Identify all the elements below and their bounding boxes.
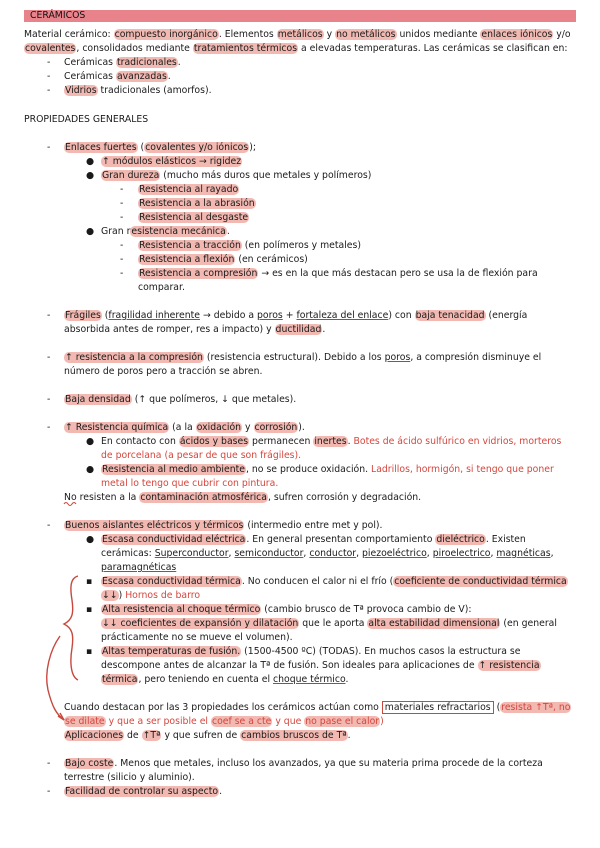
text: Cerámicas [64,71,116,82]
highlight: coef se a cte [211,716,272,727]
highlight: coeficiente de conductividad térmica [394,576,567,587]
dash-bullet: - [47,142,51,153]
mecanica-item [138,268,538,280]
highlight: dieléctrico [436,534,485,545]
highlight: ↓↓ coeficientes de expansión y dilatación [102,618,299,629]
highlight: Altas temperaturas de fusión. [102,646,241,657]
highlight: Escasa conductividad eléctrica [102,534,246,545]
highlight: baja tenacidad [415,310,485,321]
text: (en polímeros y metales) [241,240,361,251]
text: (a la [169,422,196,433]
underline: conductor [309,548,357,559]
text: , [550,548,554,559]
dot-bullet: ● [86,436,95,447]
underline: piezoeléctrico [362,548,427,559]
choque-line [101,604,472,616]
red-note: Botes de ácido sulfúrico en vidrios, morteros [353,436,562,447]
dash-bullet: - [47,71,51,82]
text: (cambio brusco de Tª provoca cambio de V): [261,604,472,615]
dureza-item [138,198,256,210]
text: Gran r [101,226,131,237]
text: resisten a la [76,492,140,503]
text: ( [101,310,109,321]
dash-bullet: - [120,184,124,195]
square-bullet: ▪ [86,646,93,657]
text: , sufren corrosión y degradación. [267,492,422,503]
densidad-line [64,394,296,406]
highlight: Buenos aislantes eléctricos y térmicos [65,520,244,531]
highlight: covalentes y/o iónicos [145,142,249,153]
dot-bullet: ● [86,156,95,167]
text: Material cerámico: [24,29,114,40]
type-item [64,71,171,83]
text: . [347,436,354,447]
highlight: ↑ módulos elásticos → rigidez [102,156,242,167]
text: cerámicas: [101,548,155,559]
fragiles-line-2 [64,324,325,336]
highlight: se dilate [65,716,105,727]
underline: fortaleza del enlace [296,310,389,321]
highlight: ácidos y bases [179,436,249,447]
dureza-item [138,184,239,196]
highlight: tradicionales [116,57,177,68]
red-note: y que [272,716,305,727]
highlight: avanzadas [116,71,167,82]
dash-bullet: - [47,786,51,797]
text: En contacto con [101,436,179,447]
highlight: no metálicos [336,29,396,40]
text: (en cerámicos) [235,254,308,265]
text: + [282,310,297,321]
type-item [64,85,212,97]
aspecto-line [64,786,222,798]
section-title: PROPIEDADES GENERALES [24,114,149,125]
highlight: tratamientos térmicos [193,43,298,54]
aislantes-line [64,520,383,532]
text: permanecen [249,436,314,447]
acidos-cont: de porcelana (a pesar de que son frágiles). [101,450,302,461]
compresion-line-1 [64,352,541,364]
text: → es en la que más destacan pero se usa la de flexión para [258,268,538,279]
text: , no se produce oxidación. [246,464,372,475]
text: (resistencia estructural). Debido a los [203,352,385,363]
refractarios-line-1 [64,702,571,714]
text: . [347,730,351,741]
curly-brace [64,576,78,680]
text: . [177,57,181,68]
highlight: Resistencia al desgaste [139,212,249,223]
modulos-line [101,156,242,168]
text: ) [118,590,126,601]
dureza-line [101,170,371,182]
dash-bullet: - [47,310,51,321]
text: (mucho más duros que metales y polímeros) [160,170,372,181]
refractarios-line-3 [64,730,351,742]
highlight: Baja densidad [65,394,131,405]
electrica-line [101,534,526,546]
boxed-term: materiales refractarios [382,701,494,714]
text: (intermedio entre met y pol). [244,520,383,531]
highlight: contaminación atmosférica [140,492,267,503]
highlight: enlaces iónicos [481,29,553,40]
ambiente-cont: metal lo tengo que cubrir con pintura. [101,478,279,489]
dot-bullet: ● [86,534,95,545]
underline: magnéticas [496,548,551,559]
red-note: Ladrillos, hormigón, si tengo que poner [371,464,554,475]
type-item [64,57,181,69]
dot-bullet: ● [86,464,95,475]
dot-bullet: ● [86,226,95,237]
text: , [356,548,363,559]
text: ) con [388,310,415,321]
highlight: compuesto inorgánico [114,29,218,40]
text: absorbida antes de romper, res a impacto) y [64,324,275,335]
contaminacion-line [64,492,421,504]
square-bullet: ▪ [86,604,93,615]
text: . [226,226,230,237]
dash-bullet: - [120,254,124,265]
red-note: Hornos de barro [125,590,201,601]
highlight: ↑Tª [142,730,161,741]
text: . No conducen el calor ni el frío ( [241,576,394,587]
dash-bullet: - [47,352,51,363]
fusion-line-3 [101,674,348,686]
highlight: Resistencia al rayado [139,184,239,195]
highlight: no pase el calor [305,716,380,727]
highlight: ductilidad [275,324,322,335]
dash-bullet: - [47,520,51,531]
text: de [124,730,142,741]
text: unidos mediante [396,29,481,40]
text: , a compresión disminuye el [410,352,542,363]
text: y [323,29,336,40]
title-bar [24,10,576,22]
underline: semiconductor [234,548,304,559]
termica-line-2 [101,590,200,602]
underline: Superconductor [154,548,229,559]
dash-bullet: - [120,212,124,223]
page-title: CERÁMICOS [30,10,86,21]
highlight: metálicos [277,29,323,40]
text: (1500-4500 ºC) (TODAS). En muchos casos la estructura se [241,646,521,657]
electrica-line-3 [101,562,176,574]
dash-bullet: - [120,268,124,279]
termica-line [101,576,568,588]
text: . [322,324,326,335]
highlight: ↑ Resistencia química [65,422,169,433]
text: , [490,548,497,559]
electrica-line-2 [101,548,554,560]
dash-bullet: - [47,394,51,405]
coste-line [64,758,543,770]
ambiente-line [101,464,554,476]
highlight: cambios bruscos de Tª [241,730,347,741]
text: y que sufren de [161,730,241,741]
coste-line-2: terrestre (silicio y aluminio). [64,772,195,783]
text: ( [137,142,145,153]
text: . [219,786,223,797]
highlight: ↓↓ [102,590,118,601]
text: tradicionales (amorfos). [97,85,212,96]
text: , pero teniendo en cuenta el [138,674,274,685]
highlight: Resistencia a la abrasión [139,198,255,209]
refractarios-line-2 [64,716,384,728]
choque-line-3: prácticamente no se mueve el volumen). [101,632,293,643]
fusion-line [101,646,520,658]
text: y/o [553,29,571,40]
text: descompone antes de alcanzar la Tª de fusión. Son ideales para aplicaciones de [101,660,478,671]
underline: poros [257,310,283,321]
red-note: y que a ser posible el [105,716,211,727]
enlaces-line [64,142,256,154]
fusion-line-2 [101,660,541,672]
square-bullet: ▪ [86,576,93,587]
highlight: Aplicaciones [65,730,124,741]
quimica-line [64,422,305,434]
underline: fragilidad inherente [108,310,201,321]
highlight: Facilidad de controlar su aspecto [65,786,219,797]
red-note: ) [380,716,384,727]
text: a elevadas temperaturas. Las cerámicas se clasifican en: [298,43,568,54]
highlight: corrosión [254,422,298,433]
dash-bullet: - [120,240,124,251]
text: ). [298,422,305,433]
highlight: Bajo coste [65,758,114,769]
highlight: oxidación [196,422,242,433]
dot-bullet: ● [86,170,95,181]
text: Cuando destacan por las 3 propiedades los cerámicos actúan como [64,702,382,713]
curved-arrow [47,636,64,720]
highlight: ↑ resistencia a la compresión [65,352,203,363]
underline: piroelectrico [432,548,491,559]
dureza-item [138,212,249,224]
text: (en general [500,618,557,629]
highlight: Enlaces fuertes [65,142,137,153]
underline: choque térmico [273,674,346,685]
text: (↑ que polímeros, ↓ que metales). [131,394,297,405]
mecanica-line [101,226,230,238]
acidos-line [101,436,561,448]
text: , consolidados mediante [76,43,193,54]
text: . Elementos [218,29,277,40]
dash-bullet: - [47,85,51,96]
intro-line-2 [24,43,568,55]
text: → debido a [200,310,258,321]
highlight: Resistencia al medio ambiente [102,464,245,475]
highlight: Alta resistencia al choque térmico [102,604,261,615]
text: . Existen [485,534,526,545]
text: , [228,548,235,559]
dash-bullet: - [47,758,51,769]
mecanica-item [138,254,308,266]
dash-bullet: - [47,422,51,433]
compresion-line-2: número de poros pero a tracción se abren. [64,366,263,377]
text: . Menos que metales, incluso los avanzados, ya que su materia prima procede de la corteza [114,758,543,769]
text: . [345,674,349,685]
highlight: Gran dureza [102,170,160,181]
text: No [64,492,77,503]
text: , [303,548,310,559]
text: . [167,71,171,82]
highlight: ↑ resistencia [478,660,540,671]
highlight: Resistencia a flexión [139,254,235,265]
text: (energía [485,310,528,321]
text: , [426,548,433,559]
highlight: térmica [102,674,138,685]
highlight: alta estabilidad dimensional [368,618,500,629]
highlight: Escasa conductividad térmica [102,576,241,587]
choque-line-2 [101,618,557,630]
text: . En general presentan comportamiento [246,534,436,545]
highlight: Resistencia a tracción [139,240,241,251]
text: que le aporta [299,618,368,629]
highlight: Vidrios [65,85,97,96]
text: Cerámicas [64,57,116,68]
dash-bullet: - [120,198,124,209]
text: ); [249,142,256,153]
highlight: covalentes [25,43,76,54]
dash-bullet: - [47,57,51,68]
underline: poros [384,352,411,363]
highlight: inertes [314,436,347,447]
text: y [242,422,254,433]
underline: paramagnéticas [101,562,177,573]
mecanica-item [138,240,361,252]
fragiles-line-1 [64,310,527,322]
highlight: Resistencia a compresión [139,268,258,279]
mecanica-cont: comparar. [138,282,185,293]
highlight: esistencia mecánica [131,226,226,237]
highlight: Frágiles [65,310,101,321]
text: ( [493,702,501,713]
intro-line-1 [24,29,571,41]
highlight: resista ↑Tª, no [501,702,571,713]
